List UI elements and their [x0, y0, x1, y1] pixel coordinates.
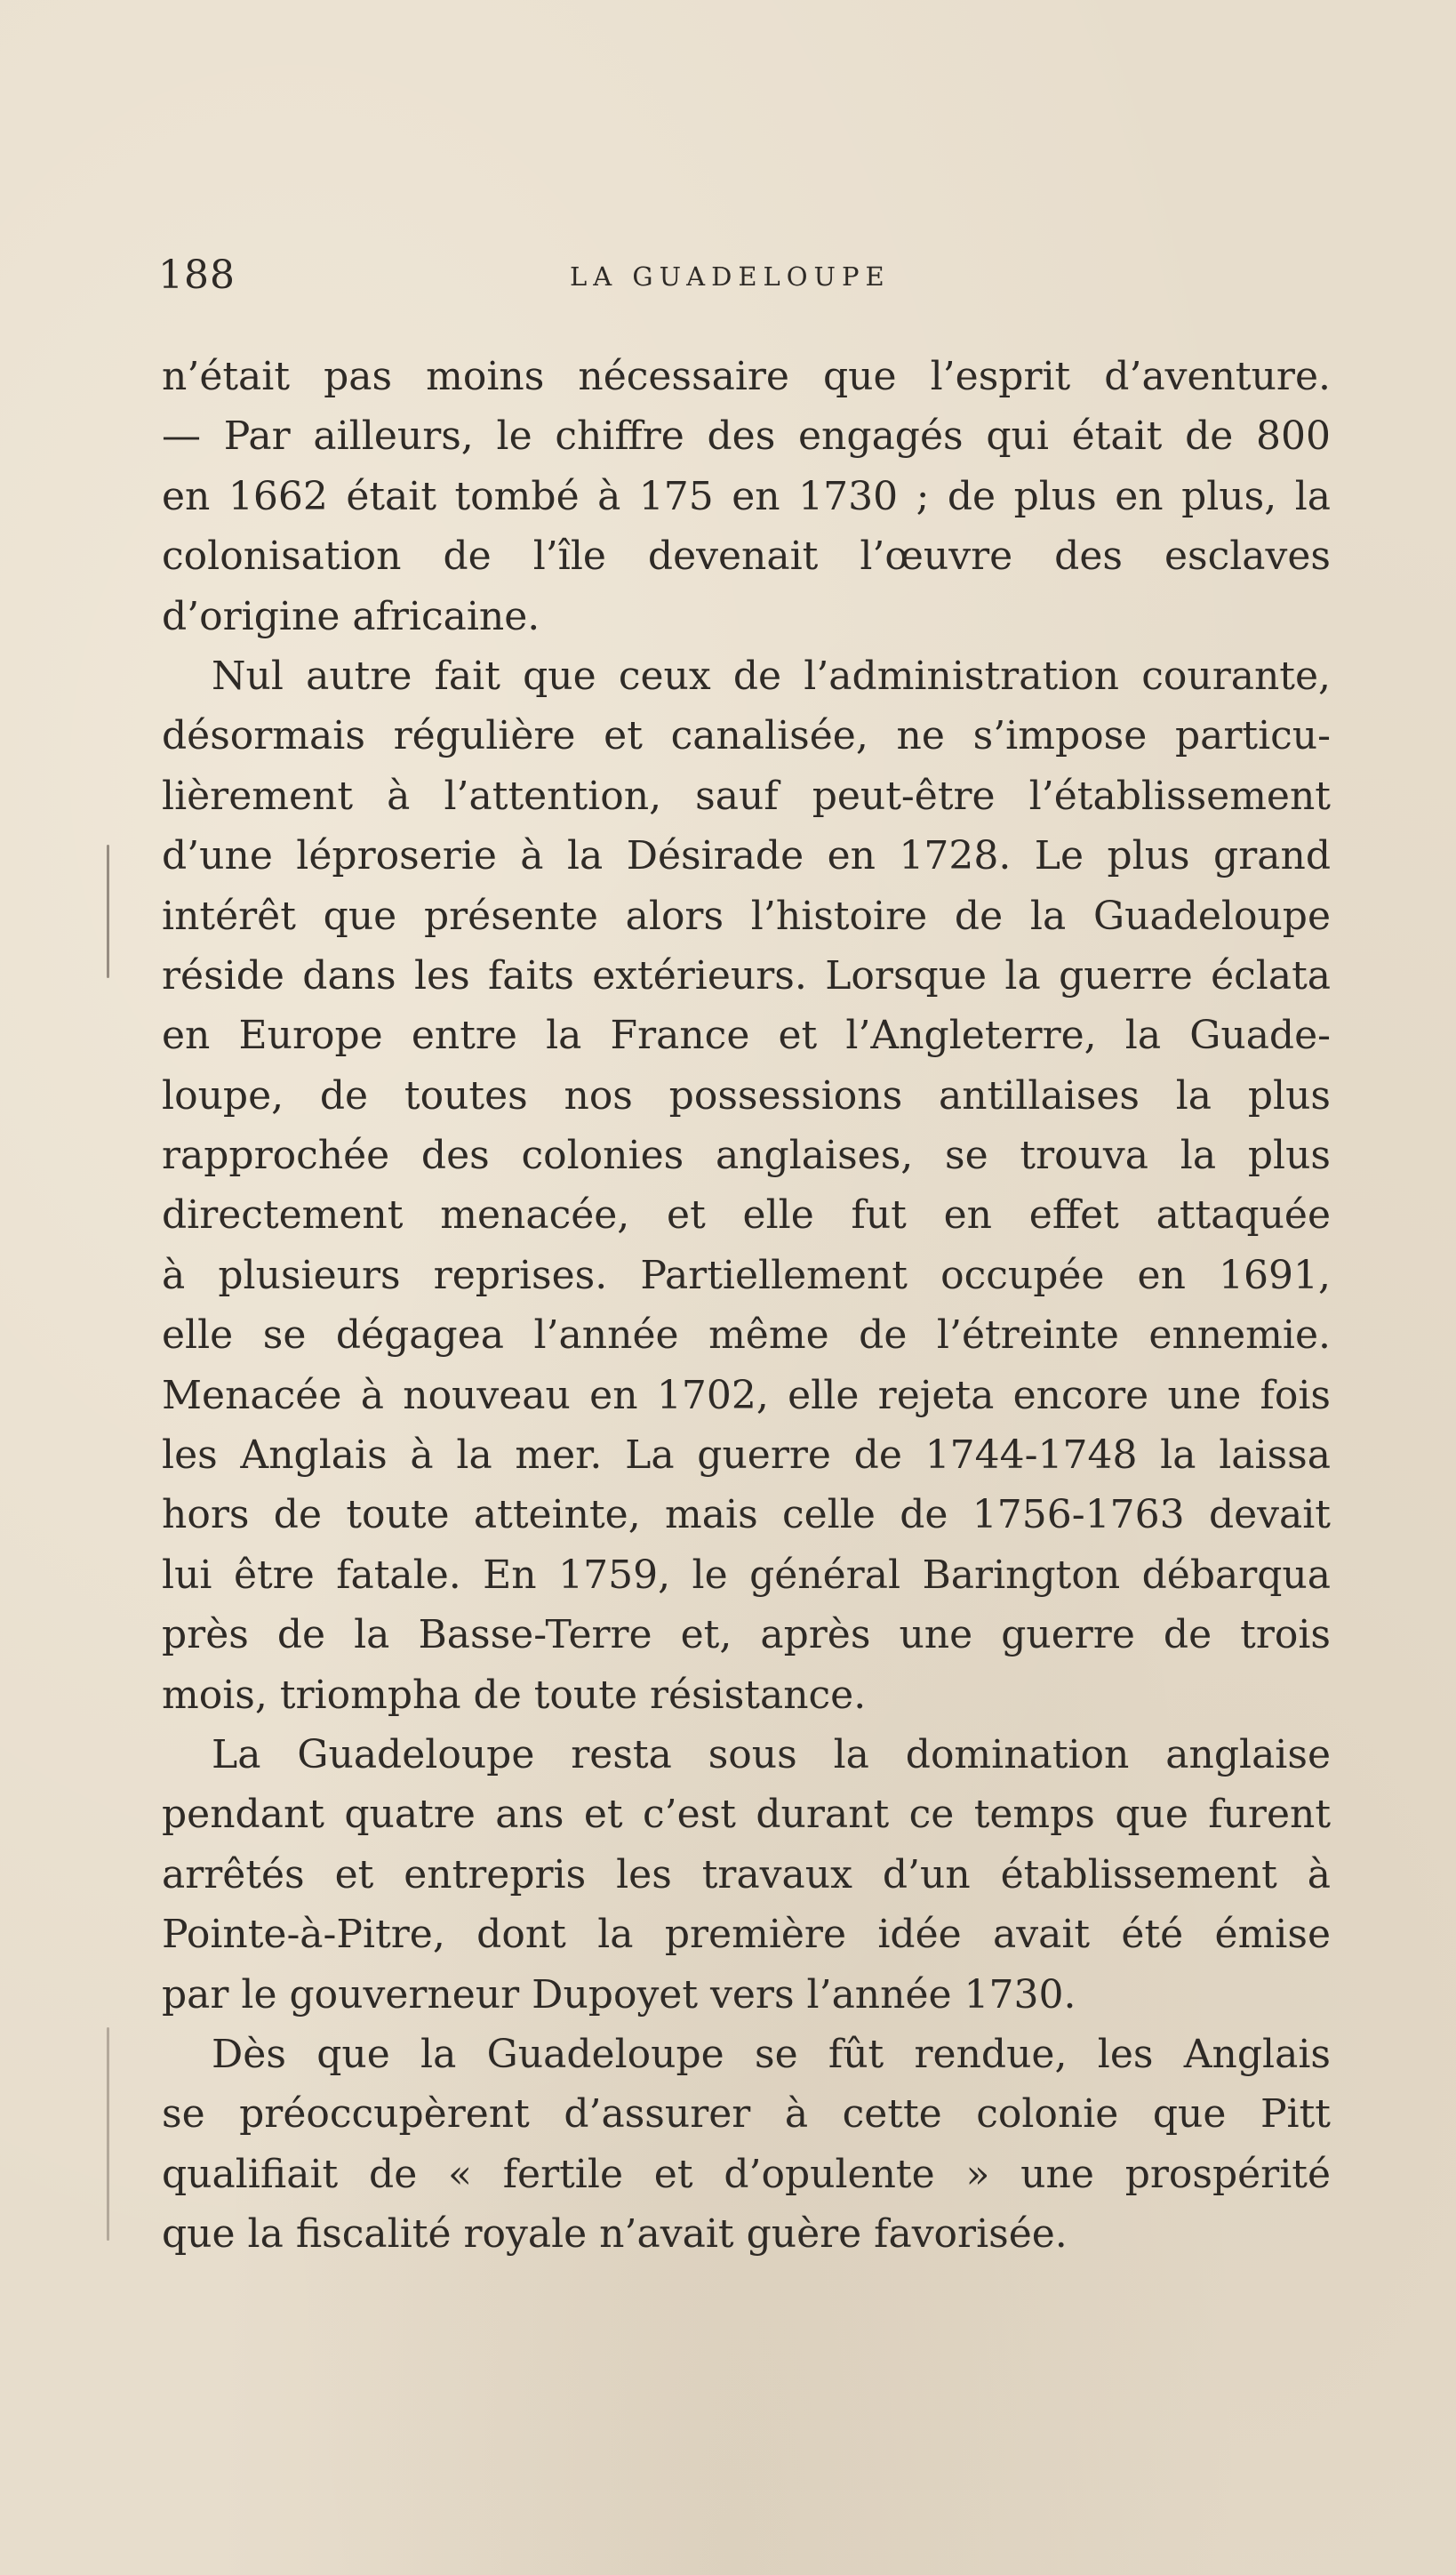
margin-pencil-mark [107, 845, 109, 978]
text-line: Menacée à nouveau en 1702, elle rejeta encore une fois [162, 1372, 1331, 1418]
margin-pencil-mark [107, 2027, 109, 2241]
text-line: qualifiait de « fertile et d’opulente » une prospérité [162, 2151, 1331, 2197]
text-line: se préoccupèrent d’assurer à cette colonie que Pitt [162, 2091, 1331, 2138]
text-line: réside dans les faits extérieurs. Lorsque la guerre éclata [162, 952, 1331, 999]
page-number: 188 [158, 253, 236, 298]
running-head [158, 249, 1332, 302]
text-line: La Guadeloupe resta sous la domination anglaise [212, 1731, 1331, 1777]
text-line: lui être fatale. En 1759, le général Barington débarqua [162, 1552, 1331, 1598]
text-line: intérêt que présente alors l’histoire de la Guadeloupe [162, 893, 1331, 939]
text-line: les Anglais à la mer. La guerre de 1744-1748 la laissa [162, 1432, 1331, 1479]
text-line: en Europe entre la France et l’Angleterre, la Guade- [162, 1013, 1331, 1059]
text-line: Pointe-à-Pitre, dont la première idée avait été émise [162, 1912, 1331, 1958]
text-line: près de la Basse-Terre et, après une guerre de trois [162, 1612, 1331, 1658]
body-text [162, 347, 1331, 2265]
text-line: en 1662 était tombé à 175 en 1730 ; de plus en plus, la [162, 473, 1331, 519]
text-line: — Par ailleurs, le chiffre des engagés qui était de 800 [162, 413, 1331, 460]
text-line: n’était pas moins nécessaire que l’esprit d’aventure. [162, 354, 1331, 399]
text-line: mois, triompha de toute résistance. [162, 1672, 867, 1718]
text-line: arrêtés et entrepris les travaux d’un établissement à [162, 1851, 1331, 1897]
text-line: d’une léproserie à la Désirade en 1728. Le plus grand [162, 833, 1331, 879]
text-line: rapprochée des colonies anglaises, se trouva la plus [162, 1133, 1331, 1179]
text-line: colonisation de l’île devenait l’œuvre des esclaves [162, 533, 1331, 580]
text-line: par le gouverneur Dupoyet vers l’année 1730. [162, 1971, 1076, 2017]
text-line: directement menacée, et elle fut en effet attaquée [162, 1192, 1331, 1239]
text-line: à plusieurs reprises. Partiellement occupée en 1691, [162, 1252, 1331, 1298]
running-title: LA GUADELOUPE [570, 261, 891, 292]
text-line: elle se dégagea l’année même de l’étreinte ennemie. [162, 1312, 1331, 1359]
text-line: d’origine africaine. [162, 593, 540, 639]
text-line: Nul autre fait que ceux de l’administration courante, [212, 653, 1331, 699]
text-line: que la fiscalité royale n’avait guère favorisée. [162, 2211, 1068, 2258]
text-line: désormais régulière et canalisée, ne s’impose particu- [162, 713, 1331, 759]
text-line: Dès que la Guadeloupe se fût rendue, les Anglais [212, 2031, 1331, 2077]
text-line: loupe, de toutes nos possessions antillaises la plus [162, 1072, 1331, 1119]
text-line: pendant quatre ans et c’est durant ce temps que furent [162, 1792, 1331, 1838]
text-line: hors de toute atteinte, mais celle de 1756-1763 devait [162, 1492, 1331, 1538]
text-line: lièrement à l’attention, sauf peut-être l’établissement [162, 773, 1331, 819]
